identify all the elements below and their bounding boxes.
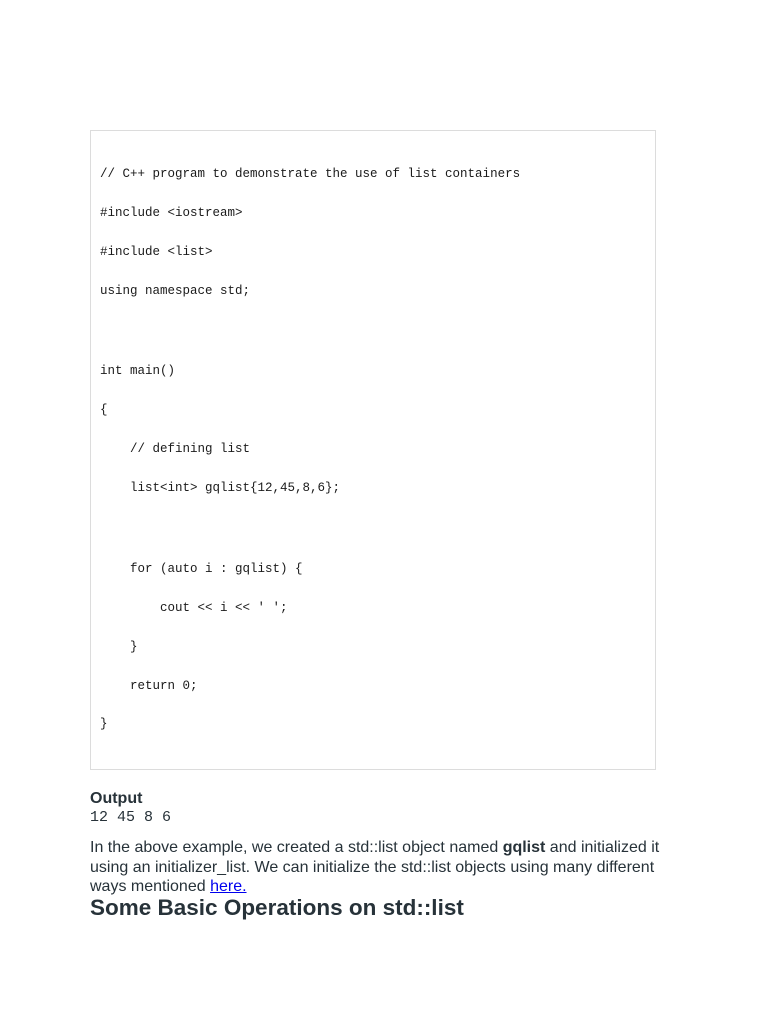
paragraph-text-before: In the above example, we created a std::list object named xyxy=(90,839,503,856)
code-line-open-brace: { xyxy=(100,403,108,417)
code-line-using-namespace: using namespace std; xyxy=(100,284,251,298)
code-line-for-loop: for (auto i : gqlist) { xyxy=(130,562,303,576)
explanation-paragraph xyxy=(90,838,680,897)
paragraph-object-name: gqlist xyxy=(502,839,546,856)
code-line-include-iostream: #include <iostream> xyxy=(100,206,243,220)
output-value: 12 45 8 6 xyxy=(90,809,172,826)
code-line-list-declaration: list<int> gqlist{12,45,8,6}; xyxy=(130,481,341,495)
code-block xyxy=(90,130,656,770)
code-line-main-signature: int main() xyxy=(100,364,176,378)
section-heading: Some Basic Operations on std::list xyxy=(90,895,464,920)
code-line-return: return 0; xyxy=(130,679,198,693)
code-line-comment: // C++ program to demonstrate the use of list containers xyxy=(100,167,521,181)
code-line-close-brace: } xyxy=(100,717,108,731)
code-line-close-loop: } xyxy=(130,640,138,654)
code-line-defining-comment: // defining list xyxy=(130,442,251,456)
here-link[interactable]: here. xyxy=(210,878,247,895)
code-line-include-list: #include <list> xyxy=(100,245,213,259)
code-line-cout: cout << i << ' '; xyxy=(160,601,288,615)
output-label: Output xyxy=(90,790,143,807)
paragraph-text-after: and initialized it using an initializer_list. We can initialize the std::list objects using many different ways mentioned xyxy=(90,839,660,895)
